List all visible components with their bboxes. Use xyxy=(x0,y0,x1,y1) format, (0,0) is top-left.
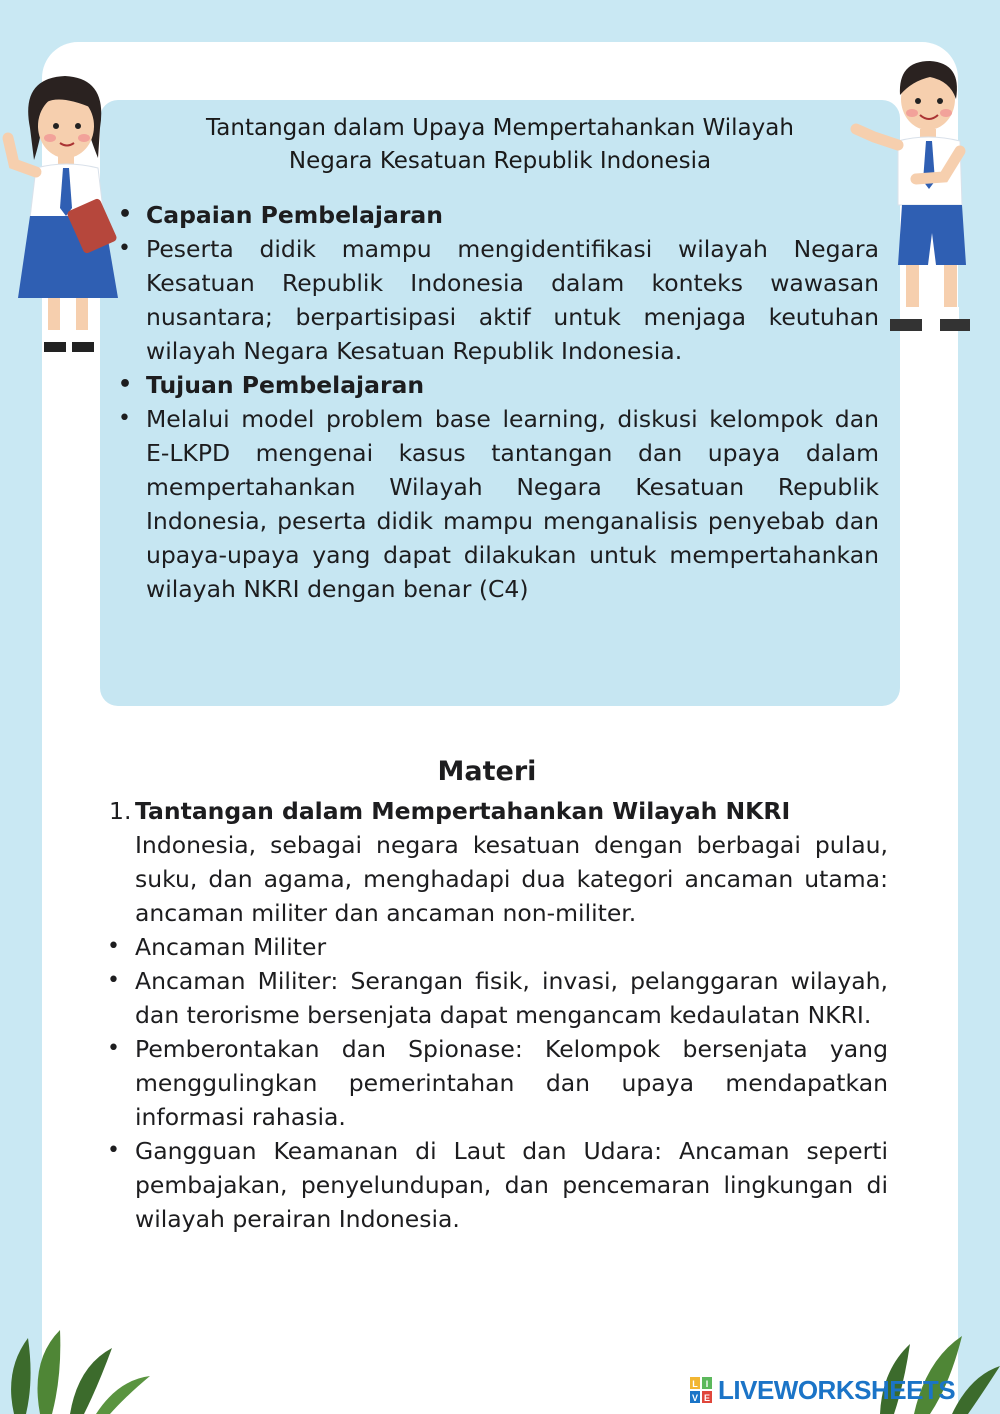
logo-letter-l: L xyxy=(692,1379,698,1389)
list-item-tujuan-heading: • Tujuan Pembelajaran xyxy=(146,368,879,402)
section-heading: Tantangan dalam Mempertahankan Wilayah NKRI xyxy=(135,797,791,825)
liveworksheets-watermark xyxy=(690,1374,990,1406)
section-intro: Indonesia, sebagai negara kesatuan dengan berbagai pulau, suku, dan agama, menghadapi dua kategori ancaman utama: ancaman militer dan ancaman non-militer. xyxy=(135,831,888,927)
list-item-capaian-text: • Peserta didik mampu mengidentifikasi wilayah Negara Kesatuan Republik Indonesia dalam konteks wawasan nusantara; berpartisipasi aktif untuk menjaga keutuhan wilayah Negara Kesatuan Republik Indonesia. xyxy=(146,232,879,368)
leaf-decoration-left xyxy=(0,1330,160,1414)
logo-letter-e: E xyxy=(703,1393,711,1403)
card-title-line-1: Tantangan dalam Upaya Mempertahankan Wilayah xyxy=(206,115,794,141)
materi-list xyxy=(109,794,888,1236)
liveworksheets-logo-icon xyxy=(690,1377,712,1403)
objectives-list xyxy=(146,198,879,606)
card-title-line-2: Negara Kesatuan Republik Indonesia xyxy=(288,148,712,174)
student-girl-illustration xyxy=(0,68,135,358)
list-item: • Gangguan Keamanan di Laut dan Udara: Ancaman seperti pembajakan, penyelundupan, dan pencemaran lingkungan di wilayah perairan Indonesia. xyxy=(135,1134,888,1236)
student-boy-illustration xyxy=(848,55,978,345)
logo-letter-i: I xyxy=(705,1379,709,1389)
list-item: • Ancaman Militer: Serangan fisik, invasi, pelanggaran wilayah, dan terorisme bersenjata dapat mengancam kedaulatan NKRI. xyxy=(135,964,888,1032)
list-item-tujuan-text: • Melalui model problem base learning, diskusi kelompok dan E-LKPD mengenai kasus tantangan dan upaya dalam mempertahankan Wilayah Negara Kesatuan Republik Indonesia, peserta didik mampu menganalisis penyebab dan upaya-upaya yang dapat dilakukan untuk mempertahankan wilayah NKRI dengan benar (C4) xyxy=(146,402,879,606)
section-number: 1. xyxy=(109,797,132,825)
list-item-capaian-heading: • Capaian Pembelajaran xyxy=(146,198,879,232)
logo-letter-v: V xyxy=(691,1393,699,1403)
card-title xyxy=(140,112,860,178)
brand-name: LIVEWORKSHEETS xyxy=(718,1374,956,1405)
materi-section-1 xyxy=(109,794,888,930)
materi-title: Materi xyxy=(437,756,537,787)
list-item: • Pemberontakan dan Spionase: Kelompok bersenjata yang menggulingkan pemerintahan dan upaya mendapatkan informasi rahasia. xyxy=(135,1032,888,1134)
list-item: • Ancaman Militer xyxy=(135,930,888,964)
